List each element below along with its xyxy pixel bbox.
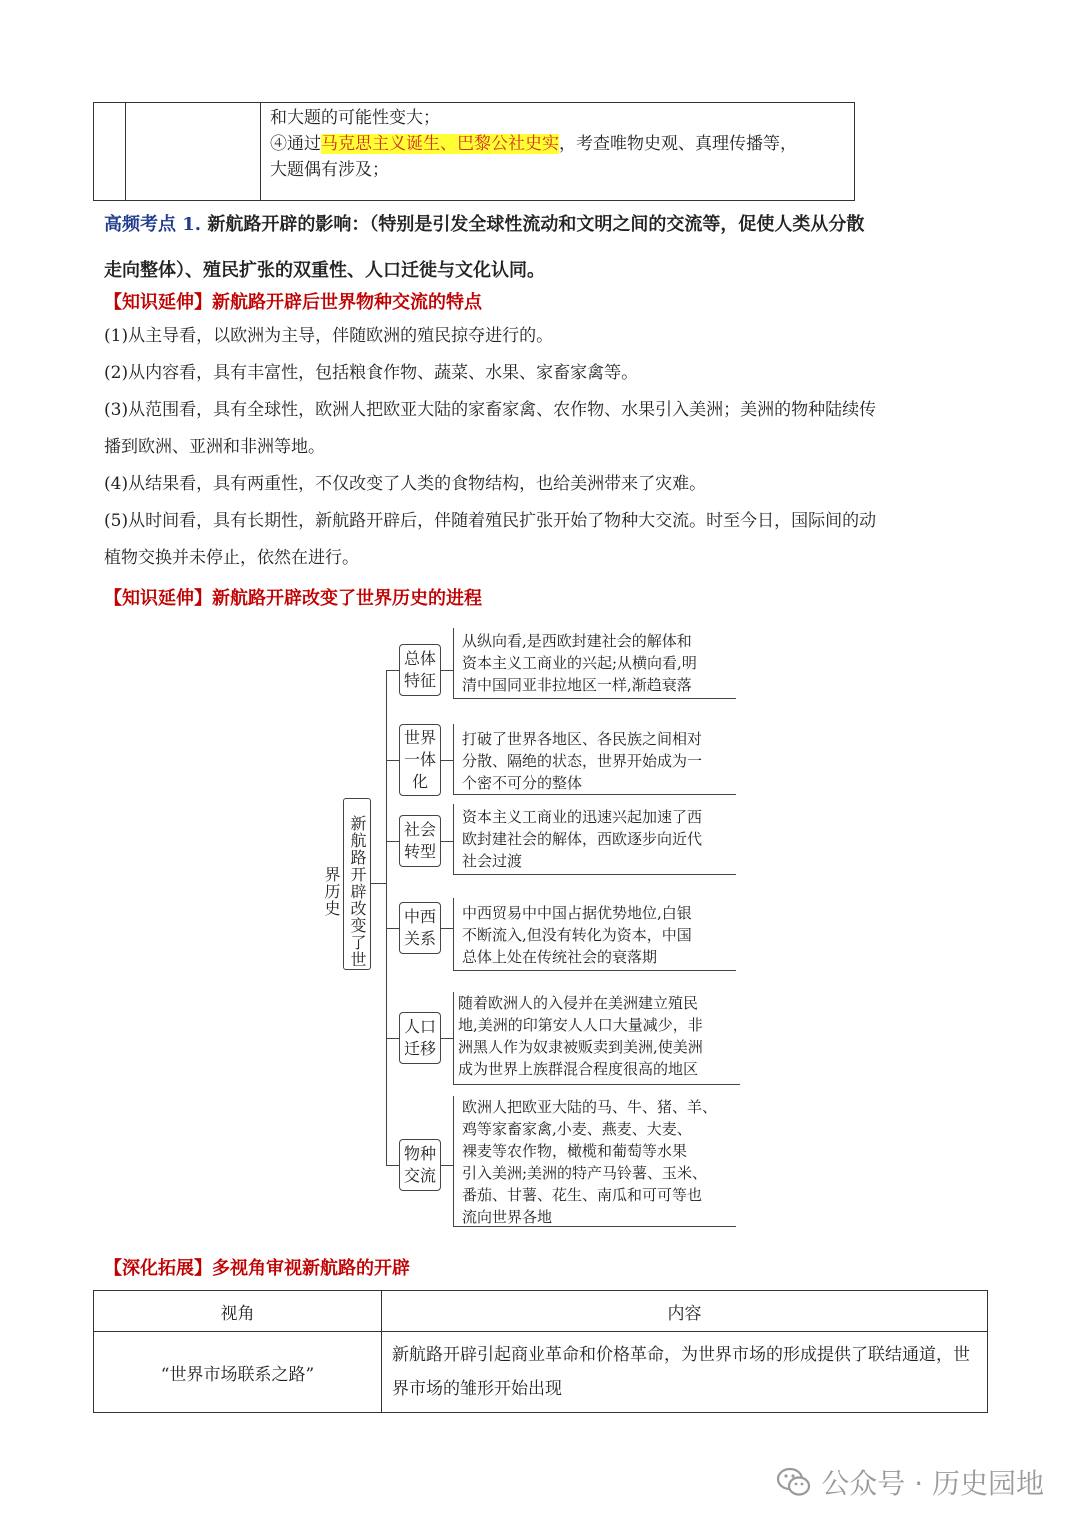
table-divider bbox=[260, 103, 261, 200]
list-item: (3)从范围看，具有全球性，欧洲人把欧亚大陆的家畜家禽、农作物、水果引入美洲；美洲的物种陆续传 bbox=[104, 400, 877, 420]
connector-line bbox=[441, 928, 453, 929]
table-cell-content: 新航路开辟引起商业革命和价格革命，为世界市场的形成提供了联结通道，世界市场的雏形开始出现 bbox=[382, 1332, 988, 1413]
table-cell-view: “世界市场联系之路” bbox=[94, 1332, 382, 1413]
section-title: 【知识延伸】新航路开辟改变了世界历史的进程 bbox=[104, 588, 482, 609]
table-divider bbox=[125, 103, 126, 200]
bracket-line bbox=[453, 724, 454, 794]
list-item: (1)从主导看，以欧洲为主导，伴随欧洲的殖民掠夺进行的。 bbox=[104, 326, 554, 346]
connector-line bbox=[441, 841, 453, 842]
connector-line bbox=[441, 1038, 453, 1039]
branch-text: 打破了世界各地区、各民族之间相对 分散、隔绝的状态，世界开始成为一 个密不可分的整体 bbox=[462, 730, 703, 792]
table-line-1: 和大题的可能性变大； bbox=[270, 108, 440, 128]
diagram-center-box bbox=[322, 798, 371, 970]
branch-label-box: 中西关系 bbox=[399, 902, 441, 954]
connector-line bbox=[386, 1165, 399, 1166]
branch-label-box: 人口迁移 bbox=[399, 1012, 441, 1064]
connector-line bbox=[441, 1165, 453, 1166]
section-title: 【知识延伸】新航路开辟后世界物种交流的特点 bbox=[104, 292, 482, 313]
branch-text: 欧洲人把欧亚大陆的马、牛、猪、羊、 鸡等家畜家禽,小麦、燕麦、大麦、 裸麦等农作物，橄榄和葡萄等水果 引入美洲;美洲的特产马铃薯、玉米、 番茄、甘薯、花生、南瓜和可可等也 流向世界各地 bbox=[462, 1098, 718, 1226]
branch-label-box: 社会转型 bbox=[399, 815, 441, 867]
section-body bbox=[104, 318, 994, 577]
bracket-line bbox=[453, 1096, 454, 1226]
diagram-center-label: 新航路开辟改变了世界历史 bbox=[322, 814, 367, 968]
list-item: (2)从内容看，具有丰富性，包括粮食作物、蔬菜、水果、家畜家禽等。 bbox=[104, 363, 639, 383]
section-title: 【深化拓展】多视角审视新航路的开辟 bbox=[104, 1258, 410, 1279]
heading-text-2: 走向整体）、殖民扩张的双重性、人口迁徙与文化认同。 bbox=[104, 260, 545, 281]
perspective-table bbox=[93, 1290, 988, 1413]
top-table bbox=[93, 102, 855, 201]
list-item: (5)从时间看，具有长期性，新航路开辟后，伴随着殖民扩张开始了物种大交流。时至今日，国际间的动 bbox=[104, 511, 877, 531]
heading-text-1: 新航路开辟的影响：（特别是引发全球性流动和文明之间的交流等，促使人类从分散 bbox=[201, 214, 865, 235]
table-cell-text bbox=[270, 105, 850, 183]
table-line-3: 大题偶有涉及； bbox=[270, 160, 389, 180]
bracket-line bbox=[453, 898, 454, 970]
wechat-icon bbox=[777, 1467, 811, 1497]
list-item: (4)从结果看，具有两重性，不仅改变了人类的食物结构，也给美洲带来了灾难。 bbox=[104, 474, 707, 494]
connector-line bbox=[441, 760, 453, 761]
key-point-heading bbox=[104, 202, 994, 294]
underline bbox=[453, 794, 736, 795]
table-line-2: ④通过马克思主义诞生、巴黎公社史实，考查唯物史观、真理传播等， bbox=[270, 134, 797, 154]
connector-line bbox=[371, 883, 386, 884]
watermark bbox=[777, 1462, 1044, 1502]
branch-label-box: 物种交流 bbox=[399, 1139, 441, 1191]
connector-line bbox=[386, 670, 387, 1166]
connector-line bbox=[386, 841, 399, 842]
mind-map-diagram bbox=[322, 628, 750, 1232]
connector-line bbox=[386, 1038, 399, 1039]
list-item: 植物交换并未停止，依然在进行。 bbox=[104, 548, 359, 568]
branch-text: 从纵向看,是西欧封建社会的解体和 资本主义工商业的兴起;从横向看,明 清中国同亚非拉地区一样,渐趋衰落 bbox=[462, 632, 697, 694]
branch-text: 中西贸易中中国占据优势地位,白银 不断流入,但没有转化为资本，中国 总体上处在传统社会的衰落期 bbox=[462, 904, 692, 966]
highlight-text: 马克思主义诞生、巴黎公社史实 bbox=[321, 134, 559, 154]
key-point-label: 高频考点 1. bbox=[104, 214, 202, 235]
underline bbox=[453, 874, 736, 875]
underline bbox=[453, 698, 736, 699]
table-row bbox=[94, 1332, 988, 1413]
table-header-row bbox=[94, 1291, 988, 1332]
table-header: 内容 bbox=[382, 1291, 988, 1332]
underline bbox=[453, 970, 736, 971]
bracket-line bbox=[453, 804, 454, 874]
bracket-line bbox=[453, 992, 454, 1084]
branch-text: 随着欧洲人的入侵并在美洲建立殖民 地,美洲的印第安人人口大量减少，非 洲黑人作为奴隶被贩卖到美洲,使美洲 成为世界上族群混合程度很高的地区 bbox=[458, 994, 703, 1078]
watermark-text: 公众号 · 历史园地 bbox=[821, 1467, 1044, 1500]
branch-text: 资本主义工商业的迅速兴起加速了西 欧封建社会的解体，西欧逐步向近代 社会过渡 bbox=[462, 808, 703, 870]
table-header: 视角 bbox=[94, 1291, 382, 1332]
branch-label-box: 世界一体化 bbox=[399, 724, 441, 796]
underline bbox=[453, 1084, 740, 1085]
branch-label-box: 总体特征 bbox=[399, 644, 441, 696]
connector-line bbox=[441, 670, 453, 671]
bracket-line bbox=[453, 628, 454, 698]
connector-line bbox=[386, 760, 399, 761]
list-item: 播到欧洲、亚洲和非洲等地。 bbox=[104, 437, 325, 457]
connector-line bbox=[386, 928, 399, 929]
connector-line bbox=[386, 670, 399, 671]
